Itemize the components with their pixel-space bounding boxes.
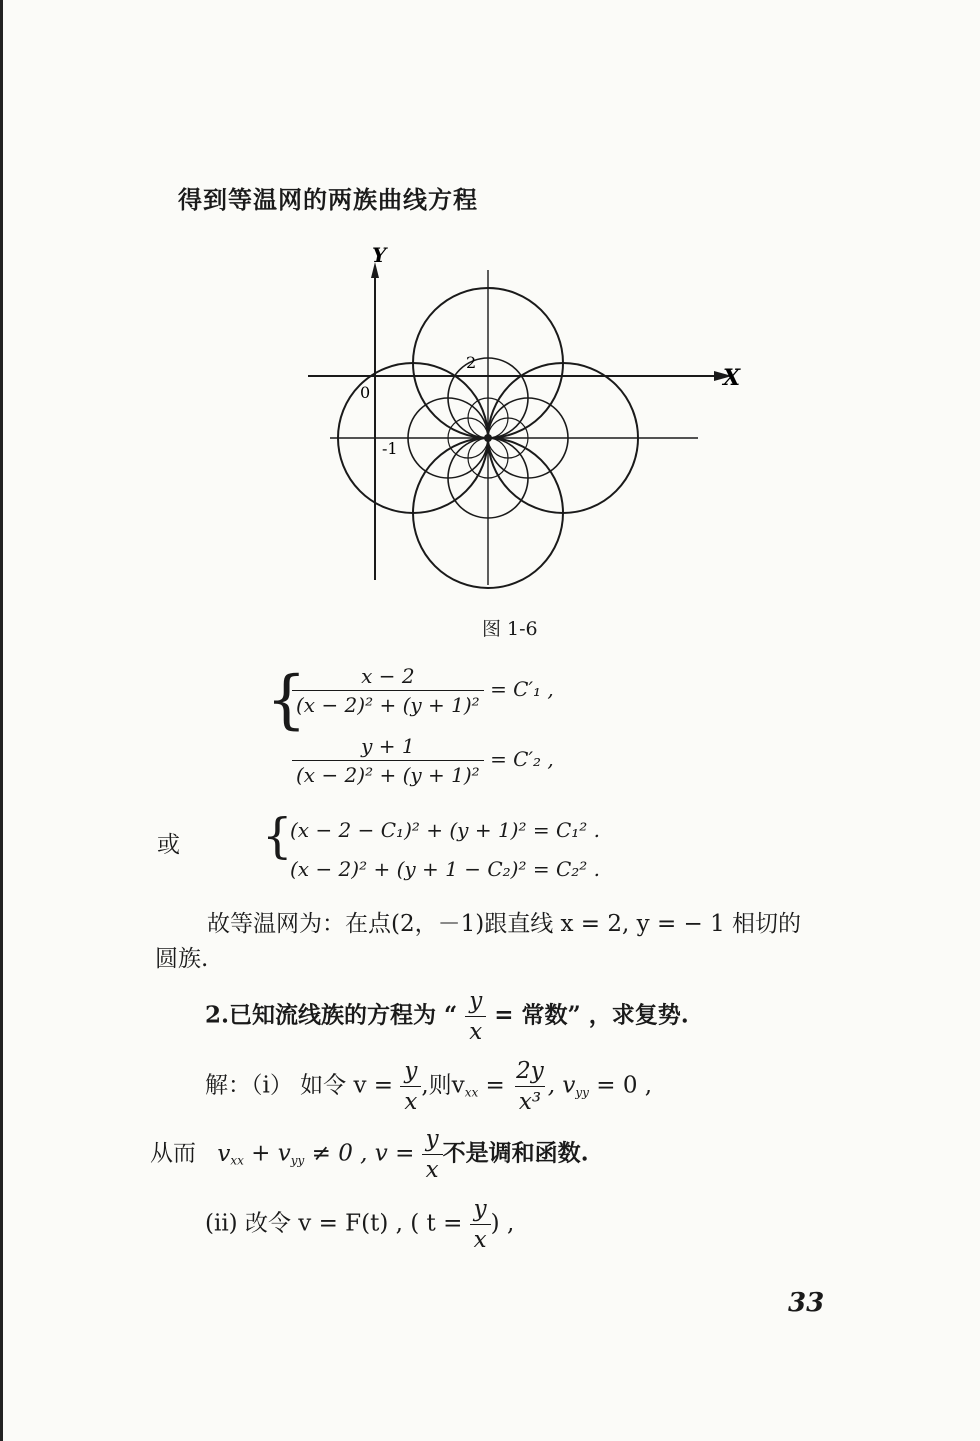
- system1-eq2-denominator: (x − 2)² + (y + 1)²: [292, 760, 484, 787]
- system2-eq2: (x − 2)² + (y + 1 − C₂)² = C₂² .: [290, 857, 601, 881]
- solution-i-tail: , v: [547, 1072, 576, 1099]
- page-number: 33: [788, 1288, 825, 1318]
- therefore-plus: + v: [251, 1140, 291, 1167]
- solution-ii-frac-num: y: [473, 1196, 487, 1222]
- x-axis-label: X: [723, 365, 741, 391]
- page-edge-rule: [0, 0, 3, 1441]
- solution-i-frac2-num: 2y: [516, 1058, 544, 1084]
- solution-ii-tail: ) ,: [490, 1210, 515, 1237]
- therefore-frac-num: y: [425, 1126, 439, 1152]
- figure-caption: 图 1-6: [482, 618, 538, 640]
- solution-i-frac-den: x: [400, 1086, 421, 1115]
- therefore-sub2: yy: [290, 1153, 305, 1168]
- y-axis-label: Y: [372, 243, 387, 267]
- problem-frac-den: x: [465, 1016, 486, 1045]
- therefore-sub1: xx: [230, 1153, 244, 1168]
- system1-eq2-numerator: y + 1: [361, 734, 415, 758]
- solution-i: [205, 1058, 652, 1115]
- therefore-prefix: 从而: [150, 1140, 196, 1167]
- system1-eq1: [292, 664, 554, 717]
- therefore-neq: ≠ 0 , v =: [311, 1140, 415, 1167]
- system1-eq2-rhs: = C′₂ ,: [490, 747, 554, 771]
- system2-eq1: (x − 2 − C₁)² + (y + 1)² = C₁² .: [290, 818, 601, 842]
- solution-i-eq: =: [485, 1072, 505, 1099]
- solution-i-tail-sub: yy: [575, 1085, 589, 1100]
- solution-i-frac2-den: x³: [515, 1086, 545, 1115]
- system1-eq2: [292, 734, 554, 787]
- isothermal-net-figure: [300, 240, 770, 590]
- solution-i-tail-end: = 0 ,: [596, 1072, 653, 1099]
- problem-frac-num: y: [469, 988, 483, 1014]
- or-label: 或: [157, 832, 180, 858]
- solution-ii-frac-den: x: [470, 1224, 491, 1253]
- solution-ii-label: (ii) 改令 v = F(t) , ( t =: [205, 1210, 463, 1237]
- system1-eq1-rhs: = C′₁ ,: [490, 677, 554, 701]
- label-two: 2: [466, 353, 477, 372]
- intro-text: 得到等温网的两族曲线方程: [178, 185, 478, 214]
- conclusion-line2: 圆族.: [155, 946, 209, 972]
- label-zero: 0: [360, 383, 371, 402]
- therefore-expr: v: [217, 1140, 231, 1167]
- tangent-point: [484, 434, 492, 442]
- solution-i-frac-num: y: [404, 1058, 418, 1084]
- system1-eq1-denominator: (x − 2)² + (y + 1)²: [292, 690, 484, 717]
- solution-i-then: ,则v: [421, 1072, 465, 1099]
- conclusion-line1: 故等温网为：在点(2，－1)跟直线 x = 2, y = − 1 相切的: [207, 911, 802, 937]
- therefore-suffix: 不是调和函数.: [442, 1139, 589, 1167]
- solution-i-label: 解：（i） 如令 v =: [205, 1072, 394, 1099]
- problem-prefix: 2.已知流线族的方程为 “: [205, 1001, 458, 1029]
- solution-ii: [205, 1196, 514, 1253]
- therefore-line: [150, 1126, 589, 1183]
- system1-eq1-numerator: x − 2: [361, 664, 415, 688]
- problem-2: [205, 988, 689, 1045]
- label-minus-one: -1: [382, 439, 398, 458]
- brace-system2: {: [262, 808, 293, 864]
- brace-system1: {: [266, 663, 307, 737]
- therefore-frac-den: x: [422, 1154, 443, 1183]
- problem-suffix: = 常数” ，求复势.: [494, 1001, 689, 1029]
- solution-i-then-sub: xx: [464, 1085, 479, 1100]
